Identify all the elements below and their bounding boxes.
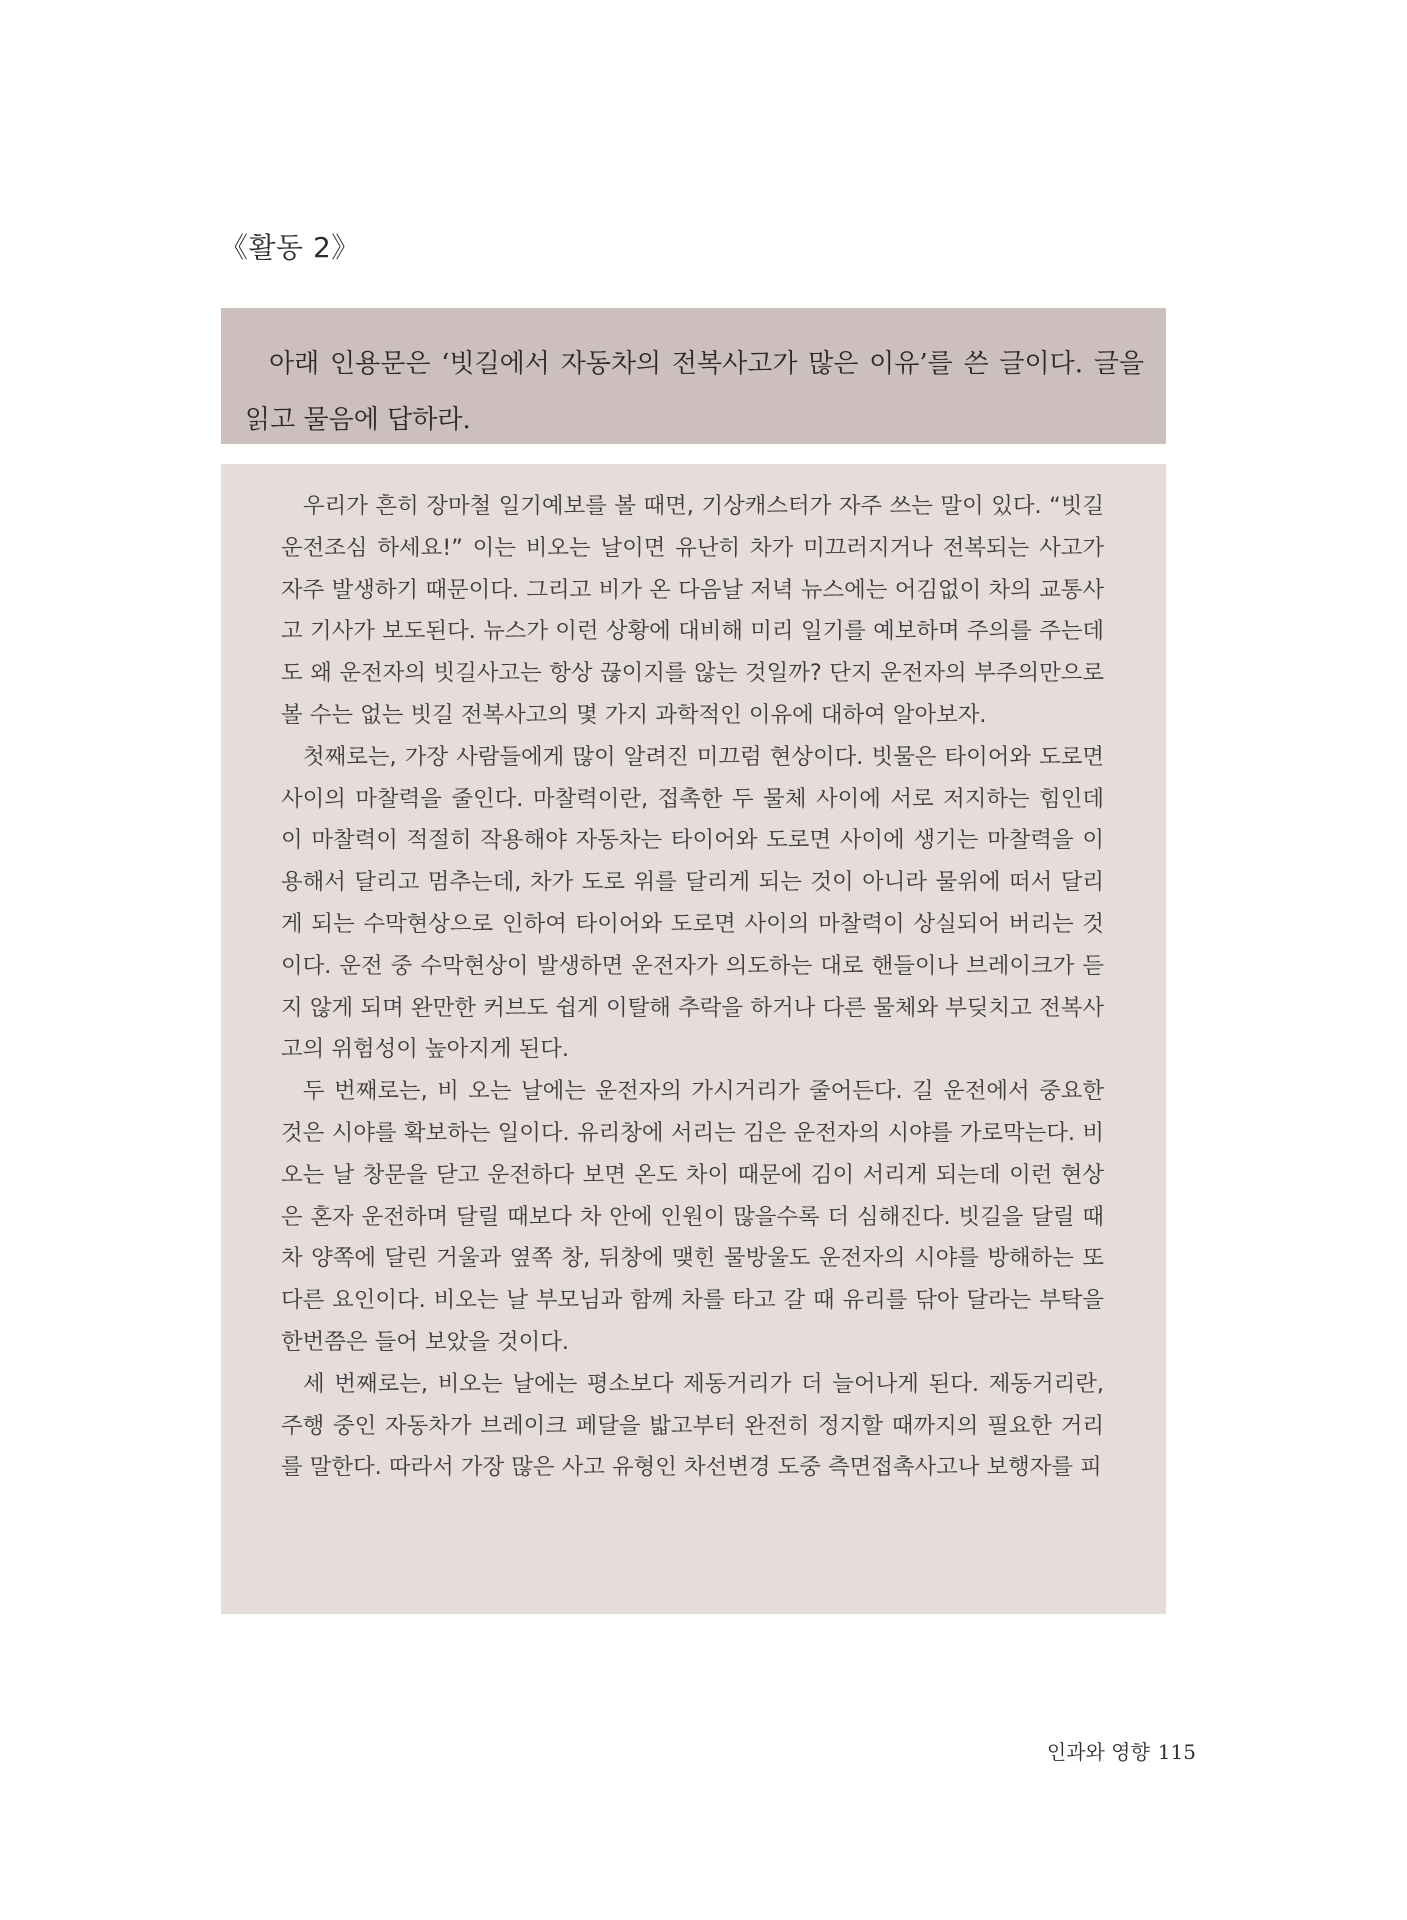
instruction-text: 아래 인용문은 ‘빗길에서 자동차의 전복사고가 많은 이유’를 쓴 글이다. 글을 읽고 물음에 답하라. [245,349,1144,435]
page-footer [1047,1736,1196,1765]
instruction-box [221,308,1166,444]
passage-paragraph-2: 첫째로는, 가장 사람들에게 많이 알려진 미끄럼 현상이다. 빗물은 타이어와 도로면 사이의 마찰력을 줄인다. 마찰력이란, 접촉한 두 물체 사이에 서로 저지하는 힘인데 이 마찰력이 적절히 작용해야 자동차는 타이어와 도로면 사이에 생기는 마찰력을 이용해서 달리고 멈추는데, 차가 도로 위를 달리게 되는 것이 아니라 물위에 떠서 달리게 되는 수막현상으로 인하여 타이어와 도로면 사이의 마찰력이 상실되어 버리는 것이다. 운전 중 수막현상이 발생하면 운전자가 의도하는 대로 핸들이나 브레이크가 듣지 않게 되며 완만한 커브도 쉽게 이탈해 추락을 하거나 다른 물체와 부딪치고 전복사고의 위험성이 높아지게 된다. [281,743,1104,1063]
page-number: 115 [1157,1740,1196,1764]
passage-paragraph-3: 두 번째로는, 비 오는 날에는 운전자의 가시거리가 줄어든다. 길 운전에서 중요한 것은 시야를 확보하는 일이다. 유리창에 서리는 김은 운전자의 시야를 가로막는다. 비 오는 날 창문을 닫고 운전하다 보면 온도 차이 때문에 김이 서리게 되는데 이런 현상은 혼자 운전하며 달릴 때보다 차 안에 인원이 많을수록 더 심해진다. 빗길을 달릴 때 차 양쪽에 달린 거울과 옆쪽 창, 뒤창에 맺힌 물방울도 운전자의 시야를 방해하는 또 다른 요인이다. 비오는 날 부모님과 함께 차를 타고 갈 때 유리를 닦아 달라는 부탁을 한번쯤은 들어 보았을 것이다. [281,1078,1104,1355]
activity-heading: 《활동 2》 [220,231,360,264]
passage-paragraph-1: 우리가 흔히 장마철 일기예보를 볼 때면, 기상캐스터가 자주 쓰는 말이 있다. “빗길 운전조심 하세요!” 이는 비오는 날이면 유난히 차가 미끄러지거나 전복되는 사고가 자주 발생하기 때문이다. 그리고 비가 온 다음날 저녁 뉴스에는 어김없이 차의 교통사고 기사가 보도된다. 뉴스가 이런 상황에 대비해 미리 일기를 예보하며 주의를 주는데도 왜 운전자의 빗길사고는 항상 끊이지를 않는 것일까? 단지 운전자의 부주의만으로 볼 수는 없는 빗길 전복사고의 몇 가지 과학적인 이유에 대하여 알아보자. [281,493,1104,728]
quoted-passage [221,464,1166,1614]
footer-chapter-title: 인과와 영향 [1046,1740,1150,1764]
passage-paragraph-4: 세 번째로는, 비오는 날에는 평소보다 제동거리가 더 늘어나게 된다. 제동거리란, 주행 중인 자동차가 브레이크 페달을 밟고부터 완전히 정지할 때까지의 필요한 거리를 말한다. 따라서 가장 많은 사고 유형인 차선변경 도중 측면접촉사고나 보행자를 피 [281,1370,1104,1481]
